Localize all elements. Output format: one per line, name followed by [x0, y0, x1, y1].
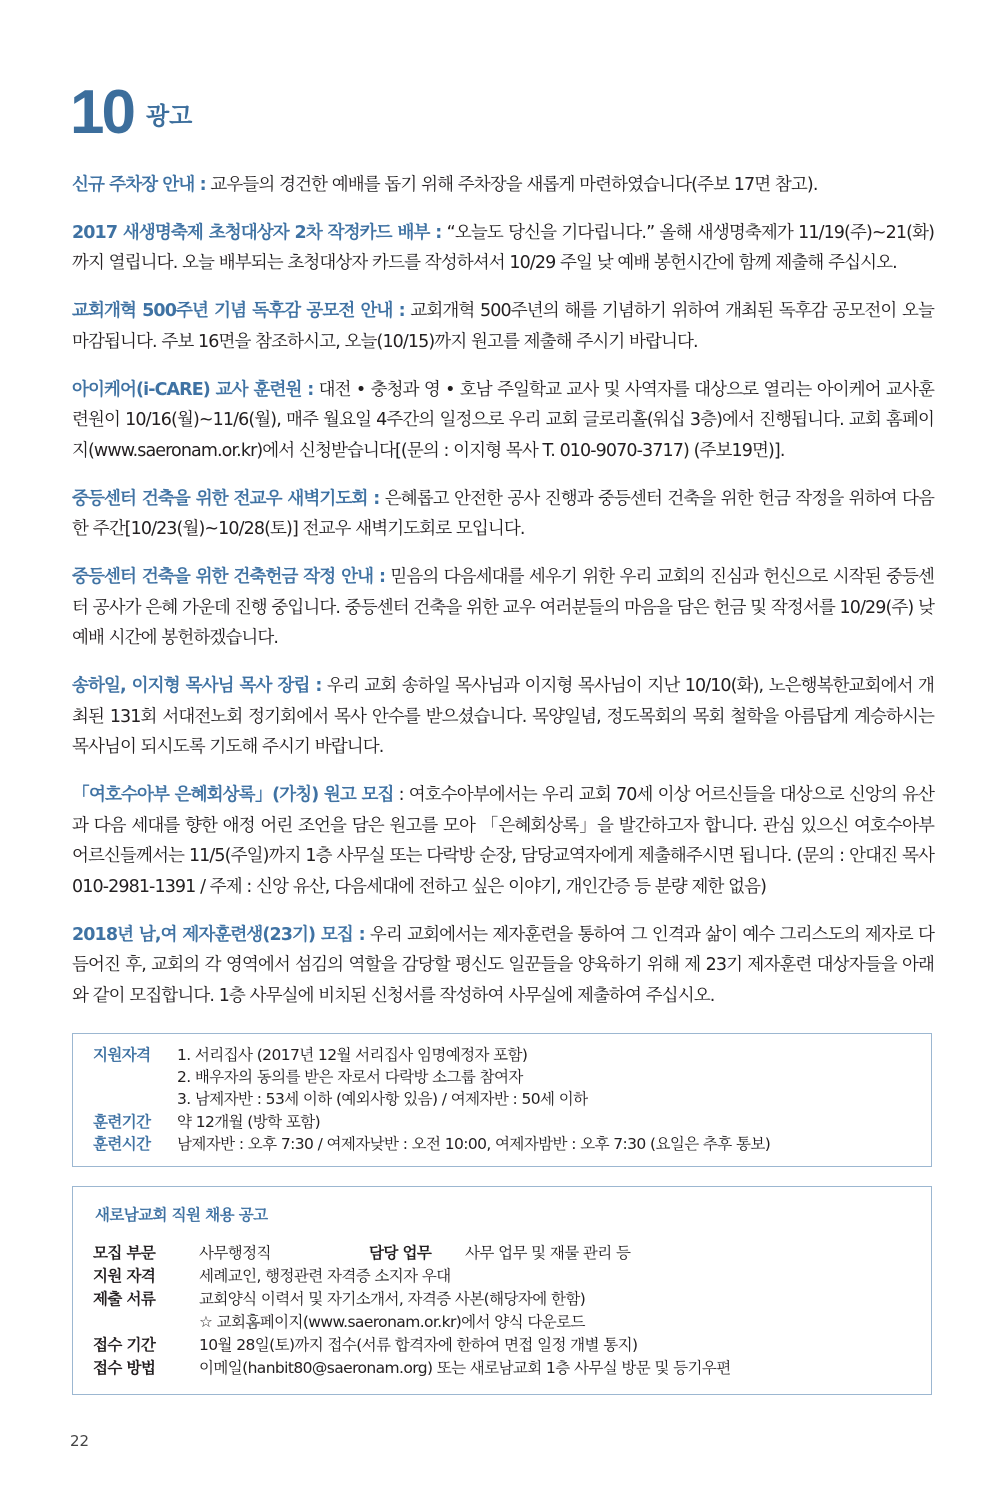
time-label: 훈련시간 [93, 1135, 151, 1153]
period-label: 훈련기간 [93, 1113, 151, 1131]
announcement-icare [72, 375, 934, 467]
announcement-title: 중등센터 건축을 위한 전교우 새벽기도회 : [72, 488, 380, 509]
announcement-ordination [72, 671, 934, 763]
period-value: 약 12개월 (방학 포함) [177, 1113, 321, 1131]
duty-value: 사무 업무 및 재물 관리 등 [465, 1244, 631, 1262]
qualification-label: 지원 자격 [93, 1267, 156, 1285]
time-value: 남제자반 : 오후 7:30 / 여제자낮반 : 오전 10:00, 여제자밤반 : 오후 7:30 (요일은 추후 통보) [177, 1135, 771, 1153]
announcement-title: 아이케어(i-CARE) 교사 훈련원 : [72, 379, 314, 400]
announcement-building-offering [72, 562, 934, 654]
announcement-essay-contest [72, 296, 934, 357]
section-number: 10 [70, 78, 133, 147]
announcement-body: : 여호수아부에서는 우리 교회 70세 이상 어르신들을 대상으로 신앙의 유산과 다음 세대를 향한 애정 어린 조언을 담은 원고를 모아 「은혜회상록」을 발간하고자 합니다. 관심 있으신 여호수아부 어르신들께서는 11/5(주일)까지 1층 사무실 또는 다락방 순장, 담당교역자에게 제출해주시면 됩니다. (문의 : 안대진 목사 010-2981-1391 / 주제 : 신앙 유산, 다음세대에 전하고 싶은 이야기, 개인간증 등 분량 제한 없음) [72, 785, 934, 897]
position-value: 사무행정직 [199, 1244, 271, 1262]
announcement-body: 교회개혁 500주년의 해를 기념하기 위하여 개최된 독후감 공모전이 오늘 마감됩니다. 주보 16면을 참조하시고, 오늘(10/15)까지 원고를 제출해 주시기 바랍니다. [72, 301, 934, 352]
announcement-body: 우리 교회에서는 제자훈련을 통하여 그 인격과 삶이 예수 그리스도의 제자로 다듬어진 후, 교회의 각 영역에서 섬김의 역할을 감당할 평신도 일꾼들을 양육하기 위해 제 23기 제자훈련 대상자들을 아래와 같이 모집합니다. 1층 사무실에 비치된 신청서를 작성하여 사무실에 제출하여 주십시오. [72, 924, 934, 1006]
page-number: 22 [70, 1432, 90, 1450]
announcement-body: 은혜롭고 안전한 공사 진행과 중등센터 건축을 위한 헌금 작정을 위하여 다음 한 주간[10/23(월)~10/28(토)] 전교우 새벽기도회로 모입니다. [72, 488, 934, 539]
announcement-disciple-training [72, 920, 934, 1012]
section-title: 광고 [146, 102, 193, 130]
announcement-title: 신규 주차장 안내 : [72, 174, 206, 195]
deadline-label: 접수 기간 [93, 1336, 156, 1354]
announcement-title: 중등센터 건축을 위한 건축헌금 작정 안내 : [72, 567, 386, 587]
job-posting-box [72, 1186, 932, 1395]
announcement-new-life-festival [72, 218, 934, 279]
documents-value: 교회양식 이력서 및 자기소개서, 자격증 사본(해당자에 한함) [199, 1290, 586, 1308]
duty-label: 담당 업무 [369, 1244, 432, 1262]
eligibility-item: 3. 남제자반 : 53세 이하 (예외사항 있음) / 여제자반 : 50세 이하 [177, 1090, 588, 1108]
method-label: 접수 방법 [93, 1359, 156, 1377]
announcement-dawn-prayer [72, 484, 934, 545]
documents-note: ☆ 교회홈페이지(www.saeronam.or.kr)에서 양식 다운로드 [199, 1313, 585, 1331]
job-posting-title: 새로남교회 직원 채용 공고 [95, 1206, 268, 1224]
eligibility-item: 2. 배우자의 동의를 받은 자로서 다락방 소그룹 참여자 [177, 1068, 523, 1086]
announcement-body: 교우들의 경건한 예배를 돕기 위해 주차장을 새롭게 마련하였습니다(주보 17면 참고). [205, 174, 818, 195]
announcement-body: 대전 • 충청과 영 • 호남 주일학교 교사 및 사역자를 대상으로 열리는 아이케어 교사훈련원이 10/16(월)~11/6(월), 매주 월요일 4주간의 일정으로 우리 교회 글로리홀(워십 3층)에서 진행됩니다. 교회 홈페이지(www.saeronam.or.kr)에서 신청받습니다[(문의 : 이지형 목사 T. 010-9070-3717) (주보19면)]. [72, 379, 934, 461]
eligibility-label: 지원자격 [93, 1046, 151, 1064]
announcement-list [72, 152, 934, 1025]
announcement-title: 2017 새생명축제 초청대상자 2차 작정카드 배부 : [72, 222, 442, 243]
eligibility-item: 1. 서리집사 (2017년 12월 서리집사 임명예정자 포함) [177, 1046, 528, 1064]
announcement-memoir [72, 780, 934, 902]
training-info-box [72, 1033, 932, 1167]
deadline-value: 10월 28일(토)까지 접수(서류 합격자에 한하여 면접 일정 개별 통지) [199, 1336, 638, 1354]
announcement-title: 「여호수아부 은혜회상록」(가칭) 원고 모집 [72, 785, 394, 805]
qualification-value: 세례교인, 행정관련 자격증 소지자 우대 [199, 1267, 451, 1285]
announcement-title: 2018년 남,여 제자훈련생(23기) 모집 : [72, 924, 365, 945]
announcement-body: 우리 교회 송하일 목사님과 이지형 목사님이 지난 10/10(화), 노은행복한교회에서 개최된 131회 서대전노회 정기회에서 목사 안수를 받으셨습니다. 목양일념, 정도목회의 목회 철학을 아름답게 계승하시는 목사님이 되시도록 기도해 주시기 바랍니다. [72, 676, 935, 757]
method-value: 이메일(hanbit80@saeronam.org) 또는 새로남교회 1층 사무실 방문 및 등기우편 [199, 1359, 731, 1377]
documents-label: 제출 서류 [93, 1290, 156, 1308]
announcement-title: 교회개혁 500주년 기념 독후감 공모전 안내 : [72, 301, 405, 321]
announcement-title: 송하일, 이지형 목사님 목사 장립 : [72, 676, 322, 696]
announcement-body: “오늘도 당신을 기다립니다.” 올해 새생명축제가 11/19(주)~21(화)까지 열립니다. 오늘 배부되는 초청대상자 카드를 작성하셔서 10/29 주일 낮 예배 봉헌시간에 함께 제출해 주십시오. [72, 222, 934, 273]
position-label: 모집 부문 [93, 1244, 156, 1262]
announcement-body: 믿음의 다음세대를 세우기 위한 우리 교회의 진심과 헌신으로 시작된 중등센터 공사가 은혜 가운데 진행 중입니다. 중등센터 건축을 위한 교우 여러분들의 마음을 담은 헌금 및 작정서를 10/29(주) 낮예배 시간에 봉헌하겠습니다. [72, 567, 934, 648]
announcement-parking [72, 170, 934, 201]
